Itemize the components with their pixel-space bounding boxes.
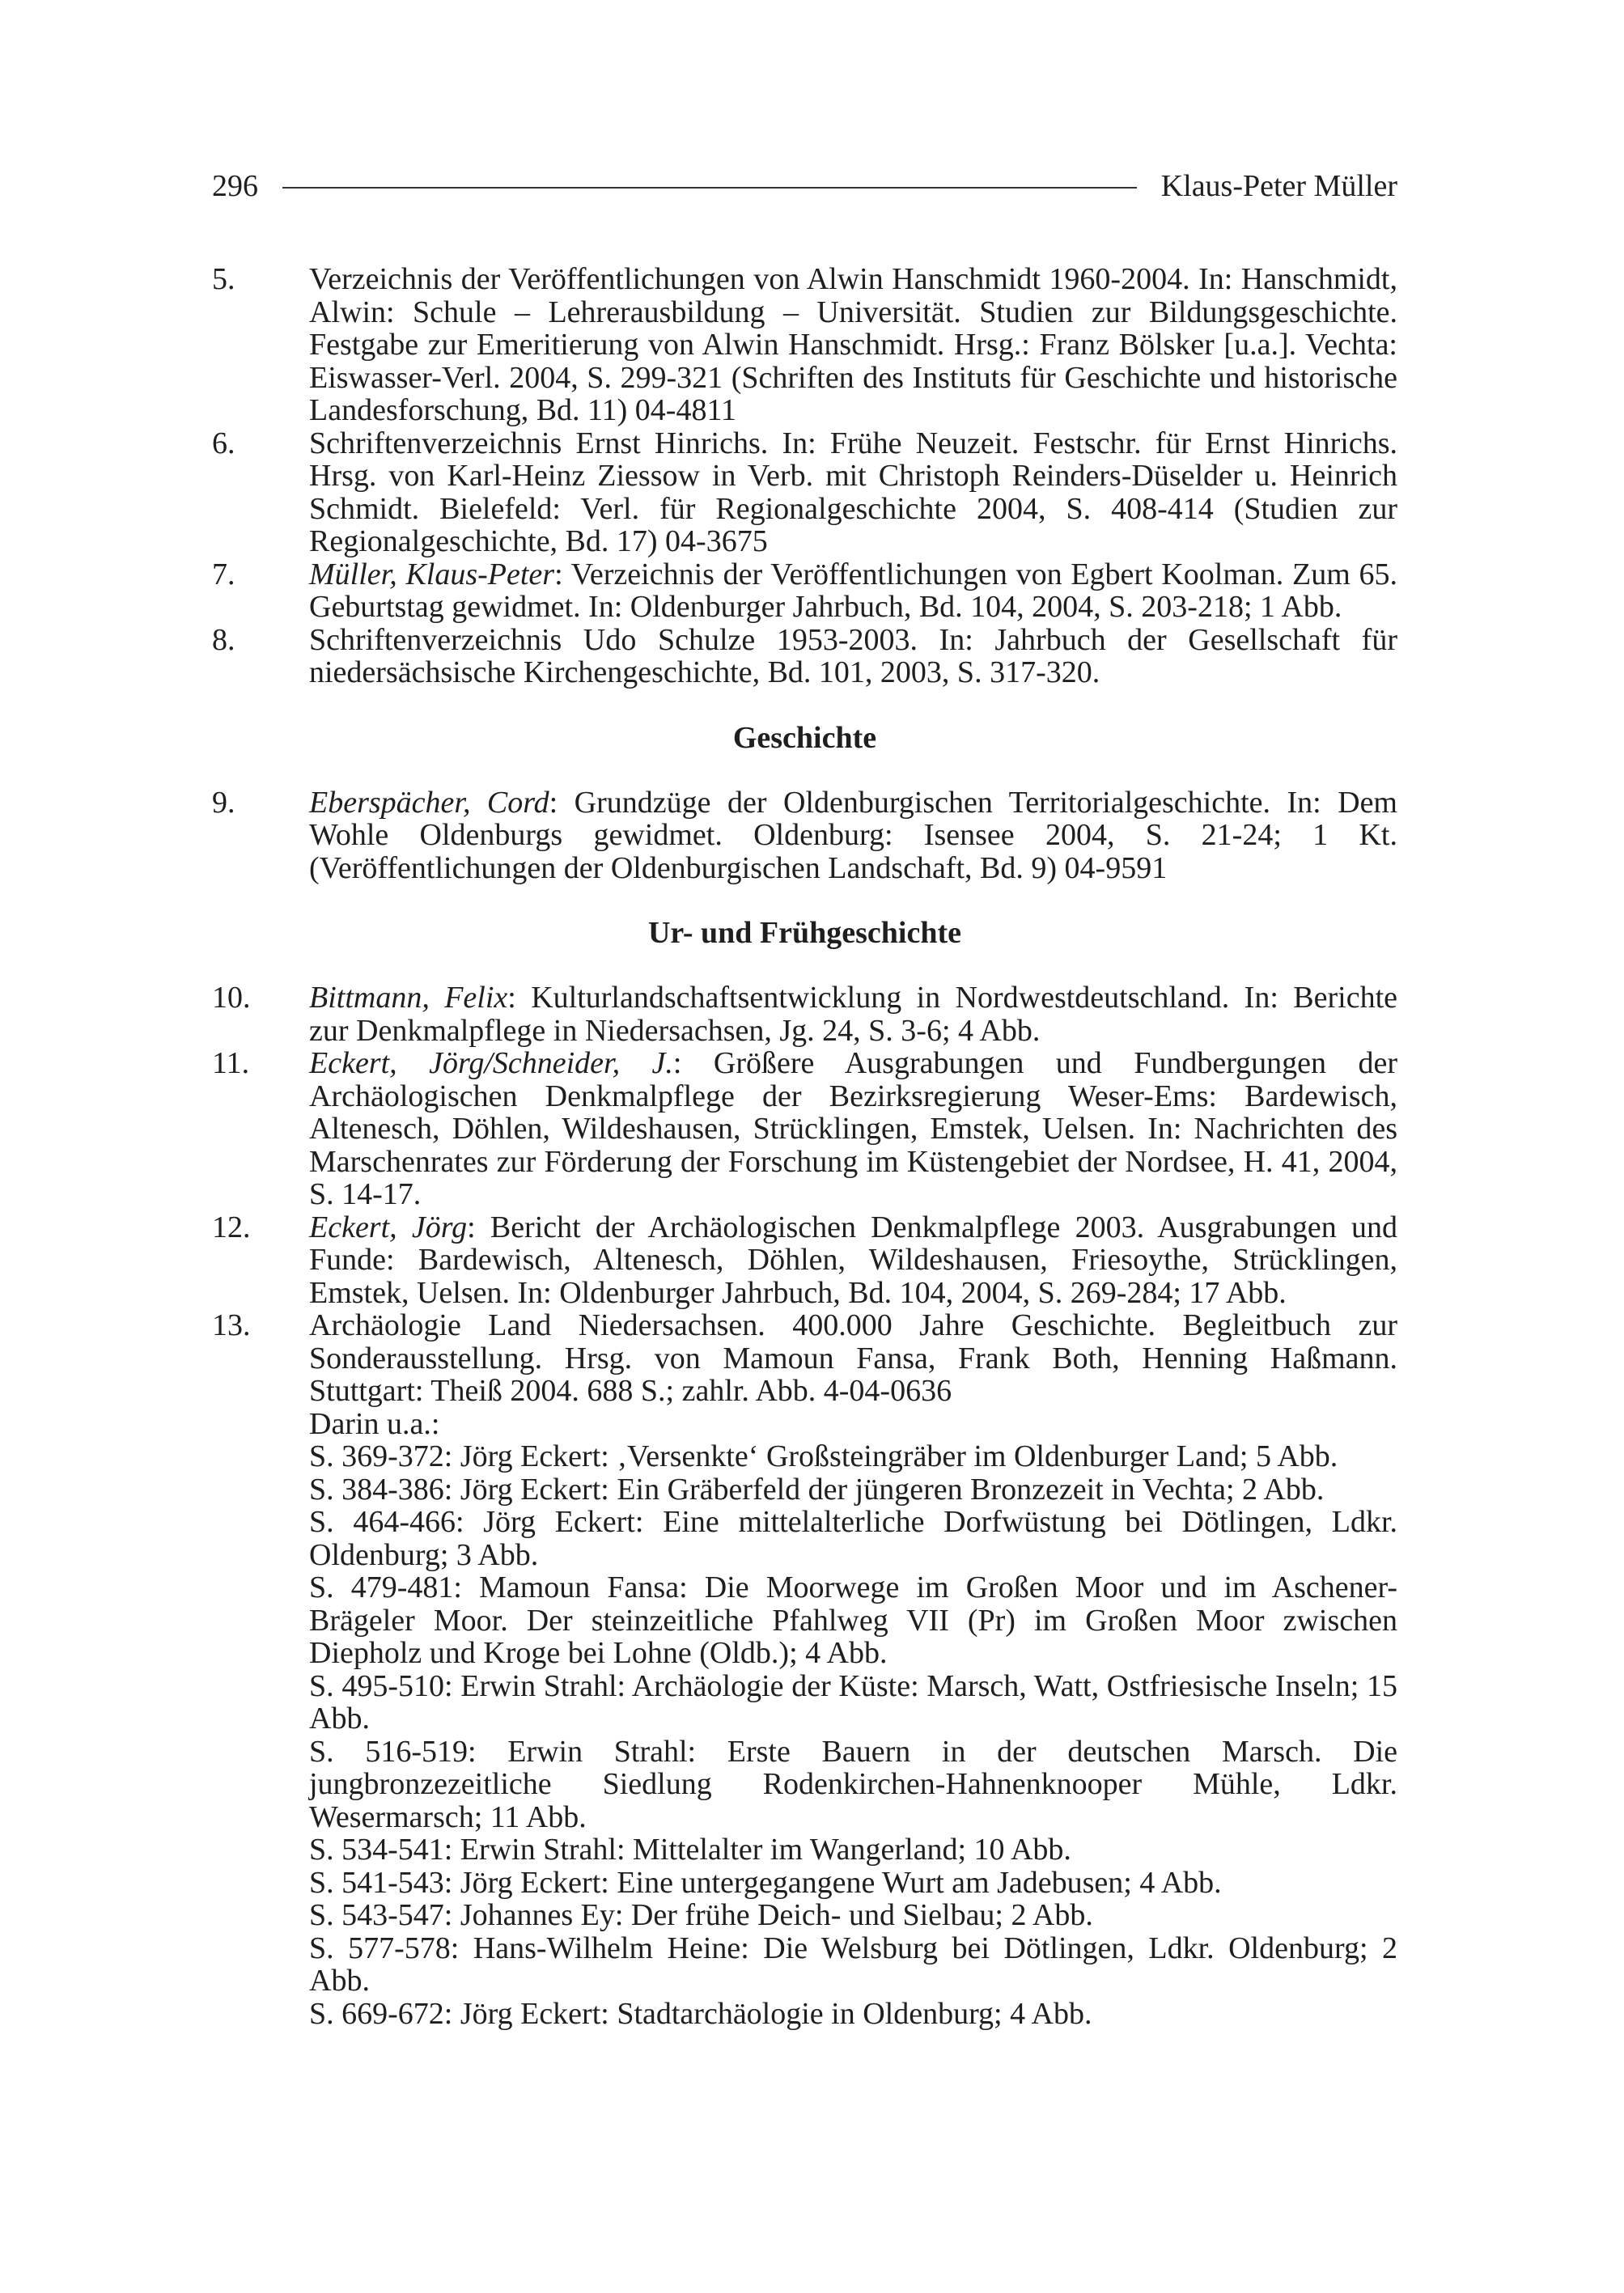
entry-line-wrapper (309, 1211, 1397, 1310)
entry-number: 9. (212, 785, 235, 820)
entry-line-wrapper (309, 1047, 1397, 1211)
entry-number: 5. (212, 262, 235, 296)
entry-line: : Größere Ausgrabungen und Fundbergungen der Archäologischen Denkmalpflege der Bezirksregierung Weser-Ems: Bardewisch, Altenesch, Döhlen, Wildeshausen, Strücklingen, Emstek, Uelsen. In: Nachrichten des Marschenrates zur Förderung der Forschung im Küstengebiet der Nordsee, H. 41, 2004, S. 14-17. (309, 1046, 1397, 1211)
bibliography-entry (212, 981, 1397, 1047)
entry-line-wrapper (309, 786, 1397, 885)
entry-text (309, 786, 1397, 885)
running-header (212, 162, 1397, 210)
entry-author: Eckert, Jörg (309, 1210, 468, 1244)
entry-subline: S. 479-481: Mamoun Fansa: Die Moorwege im Großen Moor und im Aschener-Brägeler Moor. Der steinzeitliche Pfahlweg VII (Pr) im Großen Moor zwischen Diepholz und Kroge bei Lohne (Oldb.); 4 Abb. (309, 1570, 1397, 1670)
entry-number: 6. (212, 426, 235, 460)
entry-number: 11. (212, 1046, 250, 1080)
bibliography-content (212, 263, 1397, 2030)
entry-subline: S. 369-372: Jörg Eckert: ‚Versenkte‘ Großsteingräber im Oldenburger Land; 5 Abb. (309, 1439, 1338, 1473)
bibliography-entry (212, 1047, 1397, 1211)
entry-line: : Grundzüge der Oldenburgischen Territorialgeschichte. In: Dem Wohle Oldenburgs gewidmet. Oldenburg: Isensee 2004, S. 21-24; 1 Kt. (Veröffentlichungen der Oldenburgischen Landschaft, Bd. 9) 04-9591 (309, 785, 1397, 885)
entry-author: Eberspächer, Cord (309, 785, 549, 820)
entry-text (309, 558, 1397, 624)
entry-line: Darin u.a.: (309, 1406, 440, 1441)
entry-number: 7. (212, 557, 235, 591)
entry-line: : Verzeichnis der Veröffentlichungen von Egbert Koolman. Zum 65. Geburtstag gewidmet. In: Oldenburger Jahrbuch, Bd. 104, 2004, S. 203-218; 1 Abb. (309, 557, 1397, 624)
entry-subline: S. 495-510: Erwin Strahl: Archäologie der Küste: Marsch, Watt, Ostfriesische Inseln; 15 Abb. (309, 1668, 1397, 1736)
entry-text (309, 1309, 1397, 2030)
entry-subline: S. 384-386: Jörg Eckert: Ein Gräberfeld der jüngeren Bronzezeit in Vechta; 2 Abb. (309, 1472, 1325, 1507)
bibliography-entry (212, 1309, 1397, 2030)
bibliography-entry (212, 1211, 1397, 1310)
page-number: 296 (212, 169, 258, 203)
entry-author: Müller, Klaus-Peter (309, 557, 555, 591)
section-heading: Geschichte (732, 720, 877, 755)
entry-text (309, 1047, 1397, 1211)
bibliography-entry (212, 624, 1397, 689)
header-rule (282, 187, 1137, 189)
entry-subline: S. 516-519: Erwin Strahl: Erste Bauern in der deutschen Marsch. Die jungbronzezeitliche Siedlung Rodenkirchen-Hahnenknooper Mühle, Ldkr. Wesermarsch; 11 Abb. (309, 1734, 1397, 1834)
entry-number: 10. (212, 981, 251, 1015)
entry-text (309, 263, 1397, 427)
bibliography-entry (212, 263, 1397, 427)
entry-line: : Kulturlandschaftsentwicklung in Nordwestdeutschland. In: Berichte zur Denkmalpflege in Niedersachsen, Jg. 24, S. 3-6; 4 Abb. (309, 981, 1397, 1048)
entry-subline: S. 577-578: Hans-Wilhelm Heine: Die Welsburg bei Dötlingen, Ldkr. Oldenburg; 2 Abb. (309, 1931, 1397, 1998)
entry-subline: S. 464-466: Jörg Eckert: Eine mittelalterliche Dorfwüstung bei Dötlingen, Ldkr. Oldenburg; 3 Abb. (309, 1505, 1397, 1572)
entry-subline: S. 669-672: Jörg Eckert: Stadtarchäologie in Oldenburg; 4 Abb. (309, 1996, 1092, 2031)
entry-line: Archäologie Land Niedersachsen. 400.000 Jahre Geschichte. Begleitbuch zur Sonderausstellung. Hrsg. von Mamoun Fansa, Frank Both, Henning Haßmann. Stuttgart: Theiß 2004. 688 S.; zahlr. Abb. 4-04-0636 (309, 1308, 1397, 1408)
entry-line: : Bericht der Archäologischen Denkmalpflege 2003. Ausgrabungen und Funde: Bardewisch, Altenesch, Döhlen, Wildeshausen, Friesoythe, Strücklingen, Emstek, Uelsen. In: Oldenburger Jahrbuch, Bd. 104, 2004, S. 269-284; 17 Abb. (309, 1210, 1397, 1310)
entry-text (309, 624, 1397, 689)
entry-text (309, 981, 1397, 1047)
entry-author: Eckert, Jörg/Schneider, J. (309, 1046, 673, 1080)
bibliography-entry (212, 558, 1397, 624)
entry-number: 8. (212, 622, 235, 657)
bibliography-entry (212, 786, 1397, 885)
header-author: Klaus-Peter Müller (1160, 169, 1397, 203)
entry-line: Schriftenverzeichnis Ernst Hinrichs. In: Frühe Neuzeit. Festschr. für Ernst Hinrichs. Hrsg. von Karl-Heinz Ziessow in Verb. mit Christoph Reinders-Düselder u. Heinrich Schmidt. Bielefeld: Verl. für Regionalgeschichte 2004, S. 408-414 (Studien zur Regionalgeschichte, Bd. 17) 04-3675 (309, 426, 1397, 558)
entry-subline: S. 534-541: Erwin Strahl: Mittelalter im Wangerland; 10 Abb. (309, 1833, 1071, 1867)
entry-text (309, 427, 1397, 558)
entry-line: Verzeichnis der Veröffentlichungen von Alwin Hanschmidt 1960-2004. In: Hanschmidt, Alwin: Schule – Lehrerausbildung – Universität. Studien zur Bildungsgeschichte. Festgabe zur Emeritierung von Alwin Hanschmidt. Hrsg.: Franz Bölsker [u.a.]. Vechta: Eiswasser-Verl. 2004, S. 299-321 (Schriften des Instituts für Geschichte und historische Landesforschung, Bd. 11) 04-4811 (309, 262, 1397, 427)
entry-line-wrapper (309, 558, 1397, 624)
entry-subline: S. 541-543: Jörg Eckert: Eine untergegangene Wurt am Jadebusen; 4 Abb. (309, 1865, 1222, 1900)
entry-line: Schriftenverzeichnis Udo Schulze 1953-2003. In: Jahrbuch der Gesellschaft für niedersächsische Kirchengeschichte, Bd. 101, 2003, S. 317-320. (309, 622, 1397, 689)
entry-number: 13. (212, 1308, 251, 1342)
entry-line-wrapper (309, 981, 1397, 1047)
entry-number: 12. (212, 1210, 251, 1244)
entry-subline: S. 543-547: Johannes Ey: Der frühe Deich- und Sielbau; 2 Abb. (309, 1898, 1093, 1932)
bibliography-entry (212, 427, 1397, 558)
entry-author: Bittmann, Felix (309, 981, 508, 1015)
section-heading: Ur- und Frühgeschichte (647, 916, 962, 950)
entry-text (309, 1211, 1397, 1310)
